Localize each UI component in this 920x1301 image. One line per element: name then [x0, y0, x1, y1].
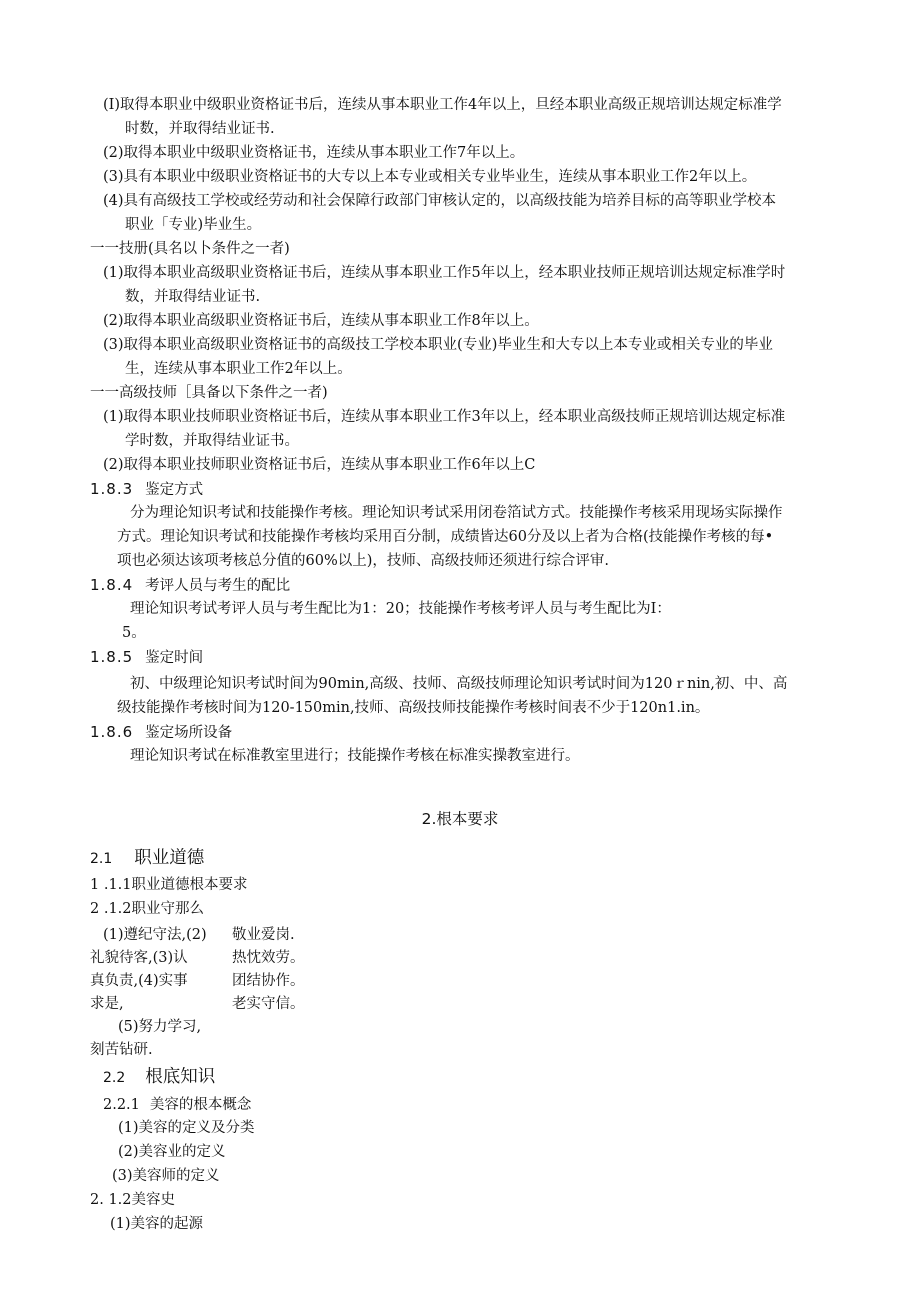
- technician-heading: 一一技册(具名以卜条件之一者): [90, 241, 290, 257]
- section-1-8-6-title: 鉴定场所设备: [145, 725, 233, 741]
- senior-technician-heading: 一一高级技师［具备以下条件之一者): [90, 385, 328, 401]
- section-1-8-6-heading: [90, 721, 232, 744]
- code-col-right-1: 敬业爱岗.: [232, 927, 295, 943]
- technician-cond-1-line-1: (1)取得本职业高级职业资格证书后，连续从事本职业工作5年以上，经本职业技师正规培训达规定标准学时: [103, 265, 786, 281]
- code-col-left-1: (1)遵纪守法,(2): [103, 927, 207, 943]
- section-2-2-number: 2.2: [103, 1070, 126, 1086]
- section-2-1-number: 2.1: [90, 851, 113, 867]
- section-1-8-3-body-2: 方式。理论知识考试和技能操作考核均采用百分制，成绩皆达60分及以上者为合格(技能操作考核的每•: [117, 529, 774, 545]
- section-1-8-4-body-2: 5。: [122, 625, 146, 641]
- section-1-8-3-number: 1.8.3: [90, 480, 134, 498]
- section-1-8-4-number: 1.8.4: [90, 576, 134, 594]
- section-1-8-5-number: 1.8.5: [90, 648, 134, 666]
- section-2-2-heading: [103, 1066, 215, 1089]
- advanced-cond-1-line-1: (I)取得本职业中级职业资格证书后，连续从事本职业工作4年以上，旦经本职业高级正规培训达规定标准学: [103, 97, 782, 113]
- section-2-2-1-item-2: (2)美容业的定义: [118, 1144, 226, 1160]
- section-1-8-5-body-2: 级技能操作考核时间为120-150min,技师、高级技师技能操作考核时间表不少于120n1.in。: [117, 700, 710, 716]
- section-2-2-1-title: 美容的根本概念: [149, 1097, 252, 1113]
- advanced-cond-1-line-2: 时数，并取得结业证书.: [125, 121, 275, 137]
- section-2-2-2-heading: 2. 1.2美容史: [90, 1192, 176, 1208]
- section-1-8-3-heading: [90, 478, 203, 501]
- section-1-8-4-title: 考评人员与考生的配比: [145, 578, 291, 594]
- section-2-1-1: 1 .1.1职业道德根本要求: [90, 877, 248, 893]
- section-1-8-5-heading: [90, 646, 203, 669]
- code-col-right-3: 团结协作。: [232, 973, 305, 989]
- technician-cond-3-line-1: (3)取得本职业高级职业资格证书的高级技工学校本职业(专业)毕业生和大专以上本专业或相关专业的毕业: [103, 337, 773, 353]
- advanced-cond-4-line-1: (4)具有高级技工学校或经劳动和社会保障行政部门审核认定的，以高级技能为培养目标的高等职业学校本: [103, 193, 777, 209]
- code-col-right-4: 老实守信。: [232, 996, 305, 1012]
- section-2-2-2-item-1: (1)美容的起源: [110, 1216, 204, 1232]
- technician-cond-2: (2)取得本职业高级职业资格证书后，连续从事本职业工作8年以上。: [103, 313, 539, 329]
- section-2-2-1-item-1: (1)美容的定义及分类: [118, 1120, 255, 1136]
- section-1-8-4-body-1: 理论知识考试考评人员与考生配比为1：20；技能操作考核考评人员与考生配比为I：: [130, 601, 671, 617]
- section-1-8-5-body-1: 初、中级理论知识考试时间为90min,高级、技师、高级技师理论知识考试时间为120ｒnin,初、中、高: [130, 676, 788, 692]
- code-item-5-line-1: (5)努力学习,: [118, 1019, 202, 1035]
- section-2-1-2: 2 .1.2职业守那么: [90, 901, 205, 917]
- section-1-8-4-heading: [90, 574, 290, 597]
- advanced-cond-3: (3)具有本职业中级职业资格证书的大专以上本专业或相关专业毕业生，连续从事本职业工作2年以上。: [103, 169, 757, 185]
- advanced-cond-2: (2)取得本职业中级职业资格证书，连续从事本职业工作7年以上。: [103, 145, 525, 161]
- code-col-left-2: 礼貌待客,(3)认: [90, 950, 188, 966]
- senior-cond-1-line-1: (1)取得本职业技师职业资格证书后，连续从事本职业工作3年以上，经本职业高级技师正规培训达规定标准: [103, 409, 786, 425]
- section-1-8-6-body: 理论知识考试在标准教室里进行；技能操作考核在标准实操教室进行。: [130, 748, 580, 764]
- code-col-left-3: 真负责,(4)实事: [90, 973, 188, 989]
- technician-cond-1-line-2: 数，并取得结业证书.: [125, 289, 261, 305]
- section-2-2-1-number: 2.2.1: [103, 1097, 140, 1113]
- section-2-2-1-item-3: (3)美容师的定义: [112, 1168, 220, 1184]
- technician-cond-3-line-2: 生，连续从事本职业工作2年以上。: [125, 361, 352, 377]
- senior-cond-2: (2)取得本职业技师职业资格证书后，连续从事本职业工作6年以上C: [103, 457, 536, 473]
- code-col-right-2: 热忱效劳。: [232, 950, 305, 966]
- code-col-left-4: 求是,: [90, 996, 124, 1012]
- section-1-8-6-number: 1.8.6: [90, 723, 134, 741]
- section-2-1-title: 职业道德: [134, 848, 205, 868]
- section-2-1-heading: [90, 847, 204, 870]
- section-1-8-5-title: 鉴定时间: [145, 650, 204, 666]
- code-item-5-line-2: 刻苦钻研.: [90, 1042, 153, 1058]
- section-2-2-title: 根底知识: [145, 1067, 216, 1087]
- senior-cond-1-line-2: 学时数，并取得结业证书。: [125, 433, 299, 449]
- section-2-2-1-heading: [103, 1094, 251, 1116]
- section-1-8-3-body-3: 项也必须达该项考核总分值的60%以上)，技师、高级技师还须进行综合评审.: [117, 553, 609, 569]
- section-1-8-3-title: 鉴定方式: [145, 482, 204, 498]
- section-2-title: 2.根本要求: [421, 810, 499, 828]
- advanced-cond-4-line-2: 职业「专业)毕业生。: [125, 217, 262, 233]
- section-1-8-3-body-1: 分为理论知识考试和技能操作考核。理论知识考试采用闭卷箔试方式。技能操作考核采用现场实际操作: [130, 505, 783, 521]
